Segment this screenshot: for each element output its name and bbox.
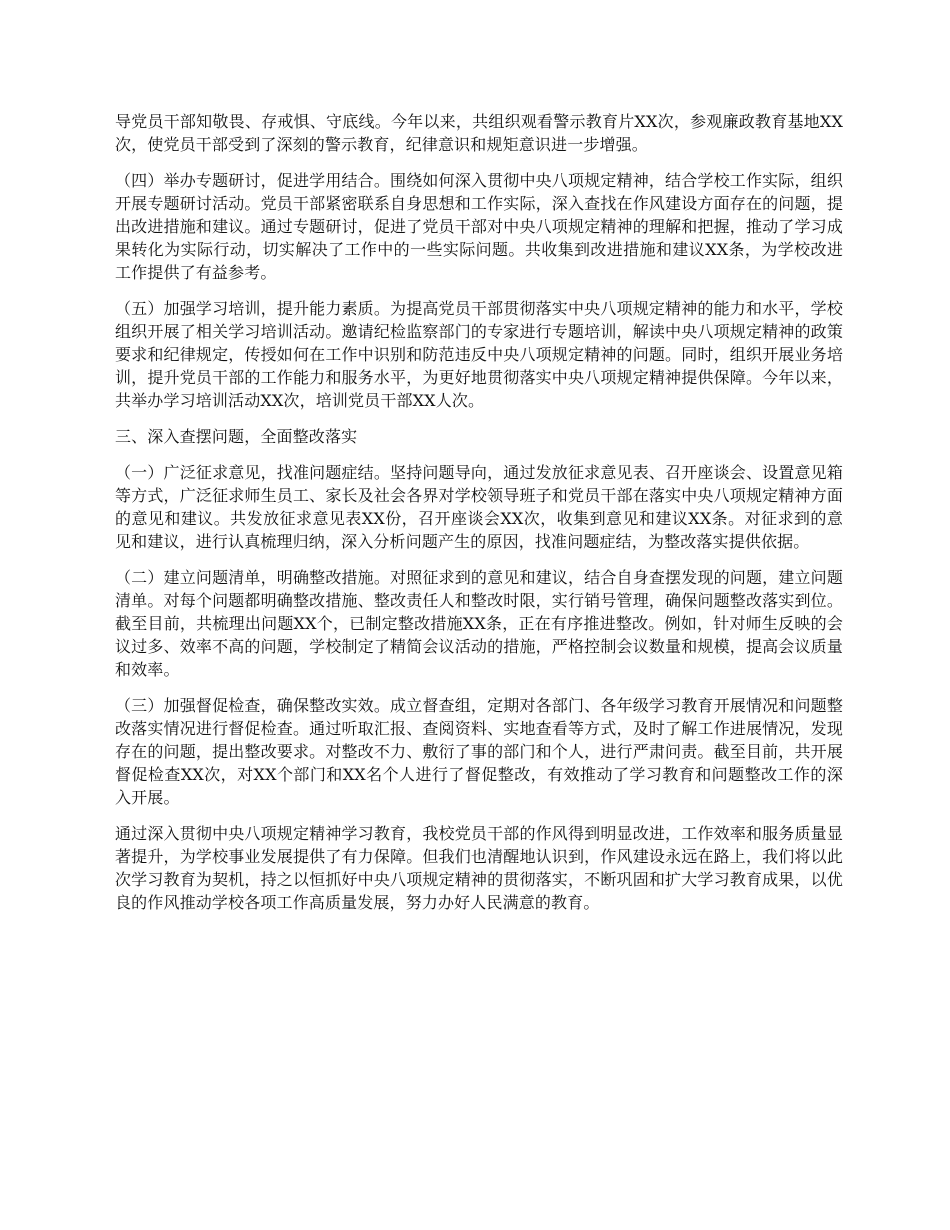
- paragraph-seminar: （四）举办专题研讨，促进学用结合。围绕如何深入贯彻中央八项规定精神，结合学校工作实际，组织开展专题研讨活动。党员干部紧密联系自身思想和工作实际，深入查找在作风建设方面存在的问题，提出改进措施和建议。通过专题研讨，促进了党员干部对中央八项规定精神的理解和把握，推动了学习成果转化为实际行动，切实解决了工作中的一些实际问题。共收集到改进措施和建议XX条，为学校改进工作提供了有益参考。: [115, 171, 843, 282]
- paragraph-solicit-opinions: （一）广泛征求意见，找准问题症结。坚持问题导向，通过发放征求意见表、召开座谈会、设置意见箱等方式，广泛征求师生员工、家长及社会各界对学校领导班子和党员干部在落实中央八项规定精神方面的意见和建议。共发放征求意见表XX份，召开座谈会XX次，收集到意见和建议XX条。对征求到的意见和建议，进行认真梳理归纳，深入分析问题产生的原因，找准问题症结，为整改落实提供依据。: [115, 463, 843, 551]
- section-heading-3: 三、深入查摆问题，全面整改落实: [115, 427, 358, 446]
- paragraph-training: （五）加强学习培训，提升能力素质。为提高党员干部贯彻落实中央八项规定精神的能力和水平，学校组织开展了相关学习培训活动。邀请纪检监察部门的专家进行专题培训，解读中央八项规定精神的政策要求和纪律规定，传授如何在工作中识别和防范违反中央八项规定精神的问题。同时，组织开展业务培训，提升党员干部的工作能力和服务水平，为更好地贯彻落实中央八项规定精神提供保障。今年以来，共举办学习培训活动XX次，培训党员干部XX人次。: [115, 299, 843, 410]
- document-body: [115, 110, 843, 927]
- paragraph-problem-list: （二）建立问题清单，明确整改措施。对照征求到的意见和建议，结合自身查摆发现的问题，建立问题清单。对每个问题都明确整改措施、整改责任人和整改时限，实行销号管理，确保问题整改落实到位。截至目前，共梳理出问题XX个，已制定整改措施XX条，正在有序推进整改。例如，针对师生反映的会议过多、效率不高的问题，学校制定了精简会议活动的措施，严格控制会议数量和规模，提高会议质量和效率。: [115, 568, 843, 679]
- paragraph-supervision: （三）加强督促检查，确保整改实效。成立督查组，定期对各部门、各年级学习教育开展情况和问题整改落实情况进行督促检查。通过听取汇报、查阅资料、实地查看等方式，及时了解工作进展情况，发现存在的问题，提出整改要求。对整改不力、敷衍了事的部门和个人，进行严肃问责。截至目前，共开展督促检查XX次，对XX个部门和XX名个人进行了督促整改，有效推动了学习教育和问题整改工作的深入开展。: [115, 696, 843, 807]
- paragraph-warning-education: 导党员干部知敬畏、存戒惧、守底线。今年以来，共组织观看警示教育片XX次，参观廉政教育基地XX次，使党员干部受到了深刻的警示教育，纪律意识和规矩意识进一步增强。: [115, 112, 843, 154]
- paragraph-conclusion: 通过深入贯彻中央八项规定精神学习教育，我校党员干部的作风得到明显改进，工作效率和服务质量显著提升，为学校事业发展提供了有力保障。但我们也清醒地认识到，作风建设永远在路上，我们将以此次学习教育为契机，持之以恒抓好中央八项规定精神的贯彻落实，不断巩固和扩大学习教育成果，以优良的作风推动学校各项工作高质量发展，努力办好人民满意的教育。: [115, 824, 843, 912]
